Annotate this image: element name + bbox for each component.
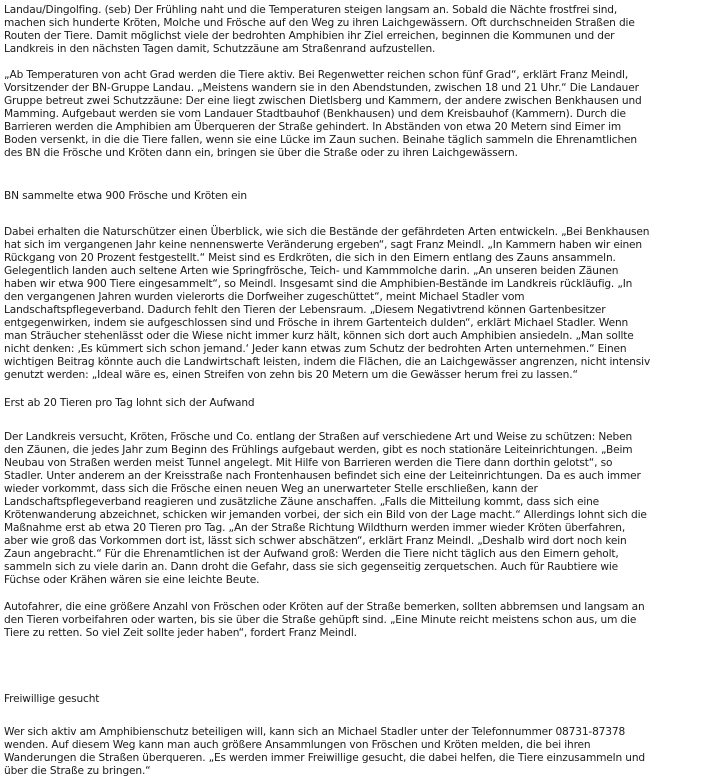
section-heading: Freiwillige gesucht (4, 693, 100, 705)
section-heading: Erst ab 20 Tieren pro Tag lohnt sich der Aufwand (4, 397, 255, 409)
text-line: Füchse oder Krähen wären sie eine leichte Beute. (4, 574, 260, 586)
text-line: den vergangenen Jahren wurden vielerorts die Dorfweiher zugeschüttet“, meint Michael Stadler vom (4, 291, 525, 303)
text-line: sammeln sich zu viele darin an. Dann droht die Gefahr, dass sie sich gegenseitig zerquetschen. Auch für Raubtiere wie (4, 561, 618, 573)
text-line: den Tieren vorbeifahren oder warten, bis sie über die Straße gehüpft sind. „Eine Minute reicht meistens schon aus, um die (4, 614, 637, 626)
text-line: Der Landkreis versucht, Kröten, Frösche und Co. entlang der Straßen auf verschiedene Art und Weise zu schützen: Neben (4, 431, 633, 443)
text-line: Vorsitzender der BN-Gruppe Landau. „Meistens wandern sie in den Abendstunden, zwischen 18 und 21 Uhr.“ Die Landauer (4, 82, 639, 94)
section-heading: BN sammelte etwa 900 Frösche und Kröten ein (4, 190, 247, 202)
text-line: Wanderungen die Straßen überqueren. „Es werden immer Freiwillige gesucht, die dabei helfen, die Tiere einzusammeln und (4, 752, 645, 764)
text-line: Landkreis in den nächsten Tagen damit, Schutzzäune am Straßenrand aufzustellen. (4, 43, 436, 55)
text-line: Krötenwanderung abzeichnet, schicken wir jemanden vorbei, der sich ein Bild von der Lage macht.“ Allerdings lohnt sich die (4, 509, 647, 521)
text-line: Landschaftspflegeverband. Dadurch fehlt den Tieren der Lebensraum. „Diesem Negativtrend können Gartenbesitzer (4, 304, 606, 316)
text-line: Barrieren werden die Amphibien am Überqueren der Straße gehindert. In Abständen von etwa 20 Metern sind Eimer im (4, 121, 622, 133)
text-line: „Ab Temperaturen von acht Grad werden die Tiere aktiv. Bei Regenwetter reichen schon fünf Grad“, erklärt Franz Meindl, (4, 69, 629, 81)
text-line: entgegenwirken, indem sie aufgeschlossen sind und Frösche in ihrem Gartenteich dulden“, erklärt Michael Stadler. Wenn (4, 317, 629, 329)
text-line: des BN die Frösche und Kröten dann ein, bringen sie über die Straße oder zu ihren Laichgewässern. (4, 147, 518, 159)
text-line: Rückgang von 20 Prozent festgestellt.“ Meist sind es Erdkröten, die sich in den Eimern entlang des Zauns ansammeln. (4, 252, 616, 264)
text-line: Stadler. Unter anderem an der Kreisstraße nach Frontenhausen befindet sich eine der Leiteinrichtungen. Da es auch immer (4, 470, 641, 482)
text-line: haben wir etwa 900 Tiere eingesammelt“, so Meindl. Insgesamt sind die Amphibien-Bestände im Landkreis rückläufig. „In (4, 278, 633, 290)
text-line: über die Straße zu bringen.“ (4, 765, 151, 777)
text-line: Zaun angebracht.“ Für die Ehrenamtlichen ist der Aufwand groß: Werden die Tiere nicht täglich aus den Eimern geholt, (4, 548, 619, 560)
text-line: Gruppe betreut zwei Schutzzäune: Der eine liegt zwischen Dietlsberg und Kammern, der andere zwischen Benkhausen und (4, 95, 642, 107)
text-line: wichtigen Beitrag könnte auch die Landwirtschaft leisten, indem die Flächen, die an Laichgewässer angrenzen, nicht intensiv (4, 356, 651, 368)
text-line: hat sich im vergangenen Jahr keine nennenswerte Veränderung ergeben“, sagt Franz Meindl. „In Kammern haben wir einen (4, 239, 642, 251)
text-line: Maßnahme erst ab etwa 20 Tieren pro Tag. „An der Straße Richtung Wildthurn werden immer wieder Kröten überfahren, (4, 522, 626, 534)
text-line: Routen der Tiere. Damit möglichst viele der bedrohten Amphibien ihr Ziel erreichen, beginnen die Kommunen und der (4, 30, 615, 42)
text-line: wieder vorkommt, dass sich die Frösche einen neuen Weg an unerwarteter Stelle erschließen, kann der (4, 483, 538, 495)
text-line: man Sträucher stehenlässt oder die Wiese nicht immer kurz hält, können sich dort auch Amphibien ansiedeln. „Man sollte (4, 330, 634, 342)
text-line: Landschaftspflegeverband reagieren und zusätzliche Zäune anschaffen. „Falls die Mitteilung kommt, dass sich eine (4, 496, 600, 508)
text-line: Tiere zu retten. So viel Zeit sollte jeder haben“, fordert Franz Meindl. (4, 627, 357, 639)
text-line: Boden versenkt, in die die Tiere fallen, wenn sie eine Lücke im Zaun suchen. Beinahe täglich sammeln die Ehrenamtlichen (4, 134, 637, 146)
text-line: Wer sich aktiv am Amphibienschutz beteiligen will, kann sich an Michael Stadler unter der Telefonnummer 08731-87378 (4, 726, 626, 738)
text-line: aber wie groß das Vorkommen dort ist, lässt sich schwer abschätzen“, erklärt Franz Meindl. „Deshalb wird dort noch kein (4, 535, 627, 547)
text-line: Neubau von Straßen werden meist Tunnel angelegt. Mit Hilfe von Barrieren werden die Tiere dann dorthin gelotst“, so (4, 457, 613, 469)
text-line: genutzt werden: „Ideal wäre es, einen Streifen von zehn bis 20 Metern um die Gewässer herum frei zu lassen.“ (4, 369, 578, 381)
text-line: wenden. Auf diesem Weg kann man auch größere Ansammlungen von Fröschen und Kröten melden, die bei ihren (4, 739, 591, 751)
text-line: Mamming. Aufgebaut werden sie vom Landauer Stadtbauhof (Benkhausen) und dem Kreisbauhof (Kammern). Durch die (4, 108, 626, 120)
text-line: nicht denken: ‚Es kümmert sich schon jemand.‘ Jeder kann etwas zum Schutz der bedrohten Arten unternehmen.“ Einen (4, 343, 627, 355)
text-line: Autofahrer, die eine größere Anzahl von Fröschen oder Kröten auf der Straße bemerken, sollten abbremsen und langsam an (4, 601, 645, 613)
text-line: Dabei erhalten die Naturschützer einen Überblick, wie sich die Bestände der gefährdeten Arten entwickeln. „Bei Benkhausen (4, 226, 650, 238)
text-line: Gelegentlich landen auch seltene Arten wie Springfrösche, Teich- und Kammmolche darin. „An unseren beiden Zäunen (4, 265, 619, 277)
text-line: den Zäunen, die jedes Jahr zum Beginn des Frühlings aufgebaut werden, gibt es noch stationäre Leiteinrichtungen. „Beim (4, 444, 633, 456)
text-line: Landau/Dingolfing. (seb) Der Frühling naht und die Temperaturen steigen langsam an. Sobald die Nächte frostfrei sind, (4, 4, 618, 16)
text-line: machen sich hunderte Kröten, Molche und Frösche auf den Weg zu ihren Laichgewässern. Oft durchschneiden Straßen die (4, 17, 635, 29)
